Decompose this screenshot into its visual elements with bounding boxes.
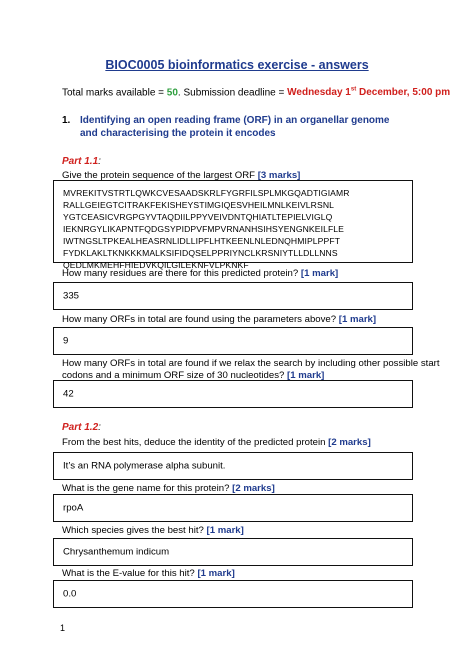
protein-sequence: [63, 187, 350, 271]
answer-box-orf-count[interactable]: [53, 327, 413, 355]
question-text: From the best hits, deduce the identity of the predicted protein: [62, 437, 329, 448]
answer-value: Chrysanthemum indicum: [63, 546, 170, 558]
question-marks: [1 mark]: [206, 525, 244, 536]
question-text: How many ORFs in total are found using the parameters above?: [62, 314, 339, 325]
question-e-value: [62, 568, 422, 580]
question-text: How many residues are there for this predicted protein?: [62, 268, 301, 279]
total-marks-label: Total marks available =: [62, 87, 167, 99]
answer-value: rpoA: [63, 502, 84, 514]
answer-value: 335: [63, 290, 80, 302]
question-marks: [2 marks]: [232, 483, 275, 494]
question-marks: [1 mark]: [338, 314, 377, 325]
question-marks: [1 mark]: [300, 268, 339, 279]
question-relaxed-orf-count: [62, 358, 440, 382]
question-marks: [3 marks]: [257, 170, 301, 181]
question-text-line-1: How many ORFs in total are found if we relax the search by including other possible start: [62, 358, 440, 369]
answer-box-gene-name[interactable]: [53, 494, 413, 522]
document-title: BIOC0005 bioinformatics exercise - answers: [105, 58, 369, 72]
question-text: Which species gives the best hit?: [62, 525, 207, 536]
answer-value: It’s an RNA polymerase alpha subunit.: [63, 460, 226, 472]
total-marks-value: 50: [166, 87, 178, 99]
sequence-line: YGTCEASICVRGPGYVTAQDIILPPYVEIVDNTQHIATLTEPIELVIGLQ: [63, 212, 333, 222]
question-text: What is the E-value for this hit?: [62, 568, 198, 579]
sequence-line: MVREKITVSTRTLQWKCVESAADSKRLFYGRFILSPLMKGQADTIGIAMR: [63, 188, 350, 198]
question-marks: [2 marks]: [328, 437, 371, 448]
deadline-rest: December, 5:00 pm: [356, 87, 451, 99]
answer-box-protein-sequence[interactable]: [53, 180, 413, 270]
question-text: What is the gene name for this protein?: [62, 483, 233, 494]
question-orf-count: [62, 314, 422, 326]
section-number: 1.: [62, 115, 71, 126]
sequence-line: RALLGEIEGTCITRAKFEKISHEYSTIMGIQESVHEILMNLKEIVLRSNL: [63, 200, 334, 210]
answer-box-protein-identity[interactable]: [53, 452, 413, 480]
section-title: Identifying an open reading frame (ORF) in an organellar genome and characterising the protein it encodes: [80, 115, 390, 139]
answer-box-residue-count[interactable]: [53, 282, 413, 310]
deadline: [287, 87, 450, 98]
part-1-2-label: Part 1.2: [62, 422, 99, 433]
sequence-line: QEDLMKMEHFHIEDVKQILGILEKNFVLPKNKF: [63, 260, 249, 270]
question-marks: [1 mark]: [197, 568, 235, 579]
question-text: Give the protein sequence of the largest ORF: [62, 170, 258, 181]
page-number: 1: [60, 623, 66, 633]
answer-box-best-hit-species[interactable]: [53, 538, 413, 566]
question-best-hit-species: [62, 525, 422, 537]
deadline-day: Wednesday 1: [287, 87, 351, 99]
sequence-line: FYDKLAKLTKNKKKMALKSIFIDQSELPPRIYNCLKRSNIYTLLDLLNNS: [63, 248, 338, 258]
answer-value: 42: [63, 388, 74, 400]
part-1-1-colon: :: [98, 156, 101, 167]
marks-deadline-line: [62, 87, 450, 98]
part-1-2-colon: :: [98, 422, 101, 433]
question-marks: [1 mark]: [287, 370, 325, 381]
question-text-line-2: codons and a minimum ORF size of 30 nucleotides?: [62, 370, 288, 381]
submission-label: . Submission deadline =: [177, 87, 288, 99]
part-1-1-heading: [62, 156, 101, 167]
question-residue-count: [62, 268, 422, 280]
sequence-line: IWTNGSLTPKEALHEASRNLIDLLIPFLHTKEENLNLEDNQHMIPLPPFT: [63, 236, 341, 246]
question-protein-identity: [62, 437, 422, 449]
part-1-2-heading: [62, 422, 101, 433]
answer-value: 0.0: [63, 588, 77, 600]
answer-box-e-value[interactable]: [53, 580, 413, 608]
part-1-1-label: Part 1.1: [62, 156, 99, 167]
deadline-day-suffix: st: [350, 87, 357, 93]
sequence-line: IEKNRGYLIKAPNTFQDGSYPIDPVFMPVRNANHSIHSYENGNKEILFLE: [63, 224, 345, 234]
answer-value: 9: [63, 335, 69, 347]
answer-box-relaxed-orf-count[interactable]: [53, 380, 413, 408]
